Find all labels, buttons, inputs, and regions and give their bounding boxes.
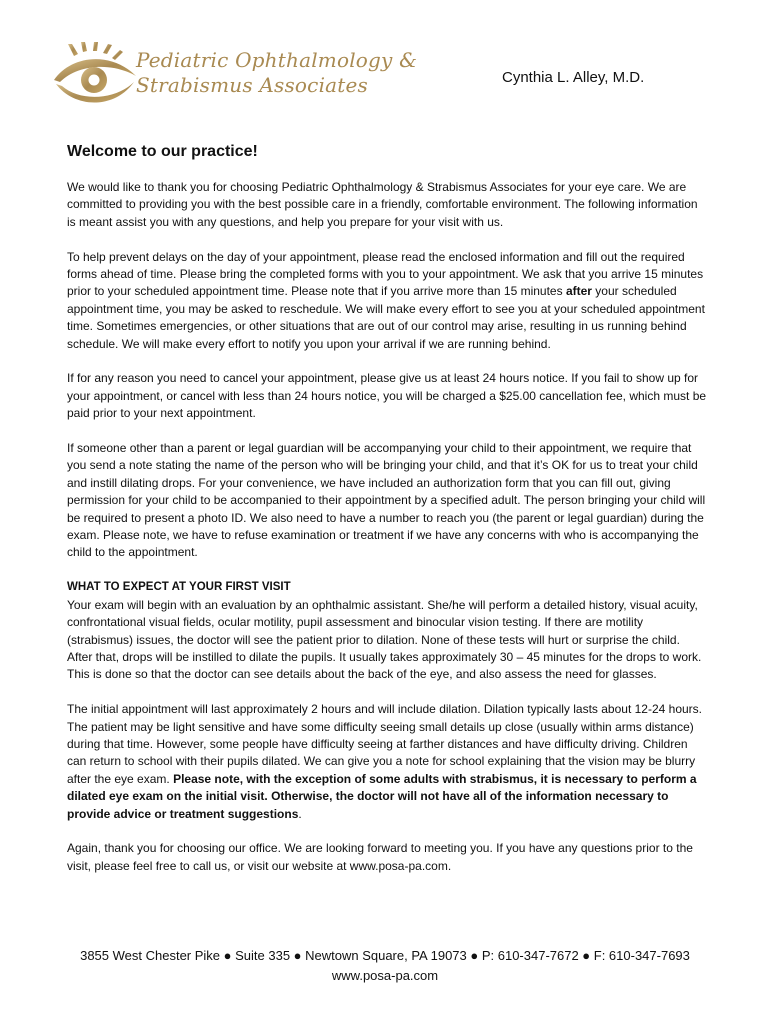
paragraph-initial-appointment-end: .	[298, 806, 302, 821]
logo-line-1: Pediatric Ophthalmology &	[136, 48, 418, 72]
practice-logo-text	[136, 48, 418, 98]
paragraph-initial-appointment-emphasis: Please note, with the exception of some adults with strabismus, it is necessary to perform a dilated eye exam on the initial visit. Otherwise, the doctor will not have all of the information necessary to provide advice or treatment suggestions	[67, 771, 697, 821]
footer-website: www.posa-pa.com	[331, 968, 439, 983]
paragraph-guardian: If someone other than a parent or legal guardian will be accompanying your child to their appointment, we require that you send a note stating the name of the person who will be bringing your child, and that it’s OK for us to treat your child and instill dilating drops. For your convenience, we have included an authorization form that you can fill out, giving permission for your child to be accompanied to their appointment by a specified adult. The person bringing your child will be required to present a photo ID. We also need to have a number to reach you (the parent or legal guardian) during the exam. Please note, we have to refuse examination or treatment if we have any concerns with who is accompanying the child to the appointment.	[67, 441, 706, 560]
paragraph-delays-part-1: To help prevent delays on the day of your appointment, please read the enclosed information and fill out the required forms ahead of time. Please bring the completed forms with you to your appointment. We ask that you arrive 15 minutes prior to your scheduled appointment time. Please note that if you arrive more than 15 minutes	[67, 249, 704, 299]
section-heading-first-visit: WHAT TO EXPECT AT YOUR FIRST VISIT	[67, 581, 291, 594]
letter-body	[67, 142, 707, 893]
paragraph-delays	[67, 249, 707, 353]
paragraph-initial-appointment-part-1: The initial appointment will last approximately 2 hours and will include dilation. Dilation typically lasts about 12-24 hours. The patient may be light sensitive and have some difficulty seeing small details up close (usually within arms distance) during that time. However, some people have difficulty seeing at farther distances and have difficulty driving. Children can return to school with their pupils dilated. We can give you a note for school explaining that the vision may be blurry after the eye exam.	[67, 702, 702, 786]
logo-line-2: Strabismus Associates	[136, 73, 369, 97]
paragraph-cancellation: If for any reason you need to cancel your appointment, please give us at least 24 hours notice. If you fail to show up for your appointment, or cancel with less than 24 hours notice, you will be charged a $25.00 cancellation fee, which must be paid prior to your next appointment.	[67, 371, 707, 421]
doctor-name: Cynthia L. Alley, M.D.	[502, 69, 645, 86]
letter-title: Welcome to our practice!	[67, 143, 258, 160]
paragraph-delays-emphasis: after	[565, 284, 592, 299]
paragraph-initial-appointment	[67, 701, 707, 823]
footer-address: 3855 West Chester Pike ● Suite 335 ● Newtown Square, PA 19073 ● P: 610-347-7672 ● F: 610-347-7693	[80, 948, 690, 963]
letter-footer	[0, 946, 770, 986]
paragraph-exam: Your exam will begin with an evaluation by an ophthalmic assistant. She/he will perform a detailed history, visual acuity, confrontational visual fields, ocular motility, pupil assessment and binocular vision testing. If there are motility (strabismus) issues, the doctor will see the patient prior to dilation. None of these tests will hurt or surprise the child. After that, drops will be instilled to dilate the pupils. It usually takes approximately 30 – 45 minutes for the drops to work. This is done so that the doctor can see details about the back of the eye, and also assess the need for glasses.	[67, 597, 702, 682]
eye-logo-icon	[52, 42, 138, 112]
paragraph-closing: Again, thank you for choosing our office. We are looking forward to meeting you. If you have any questions prior to the visit, please feel free to call us, or visit our website at www.posa-pa.com.	[67, 841, 693, 873]
paragraph-delays-part-2: your scheduled appointment time, you may be asked to reschedule. We will make every effort to see you at your scheduled appointment time. Sometimes emergencies, or other situations that are out of our control may arise, resulting in us running behind schedule. We will make every effort to notify you upon your arrival if we are running behind.	[67, 284, 705, 351]
practice-logo	[52, 42, 418, 112]
paragraph-thank-you: We would like to thank you for choosing Pediatric Ophthalmology & Strabismus Associates for your eye care. We are committed to providing you with the best possible care in a friendly, comfortable environment. The following information is meant assist you with any questions, and help you prepare for your visit with us.	[67, 180, 698, 229]
